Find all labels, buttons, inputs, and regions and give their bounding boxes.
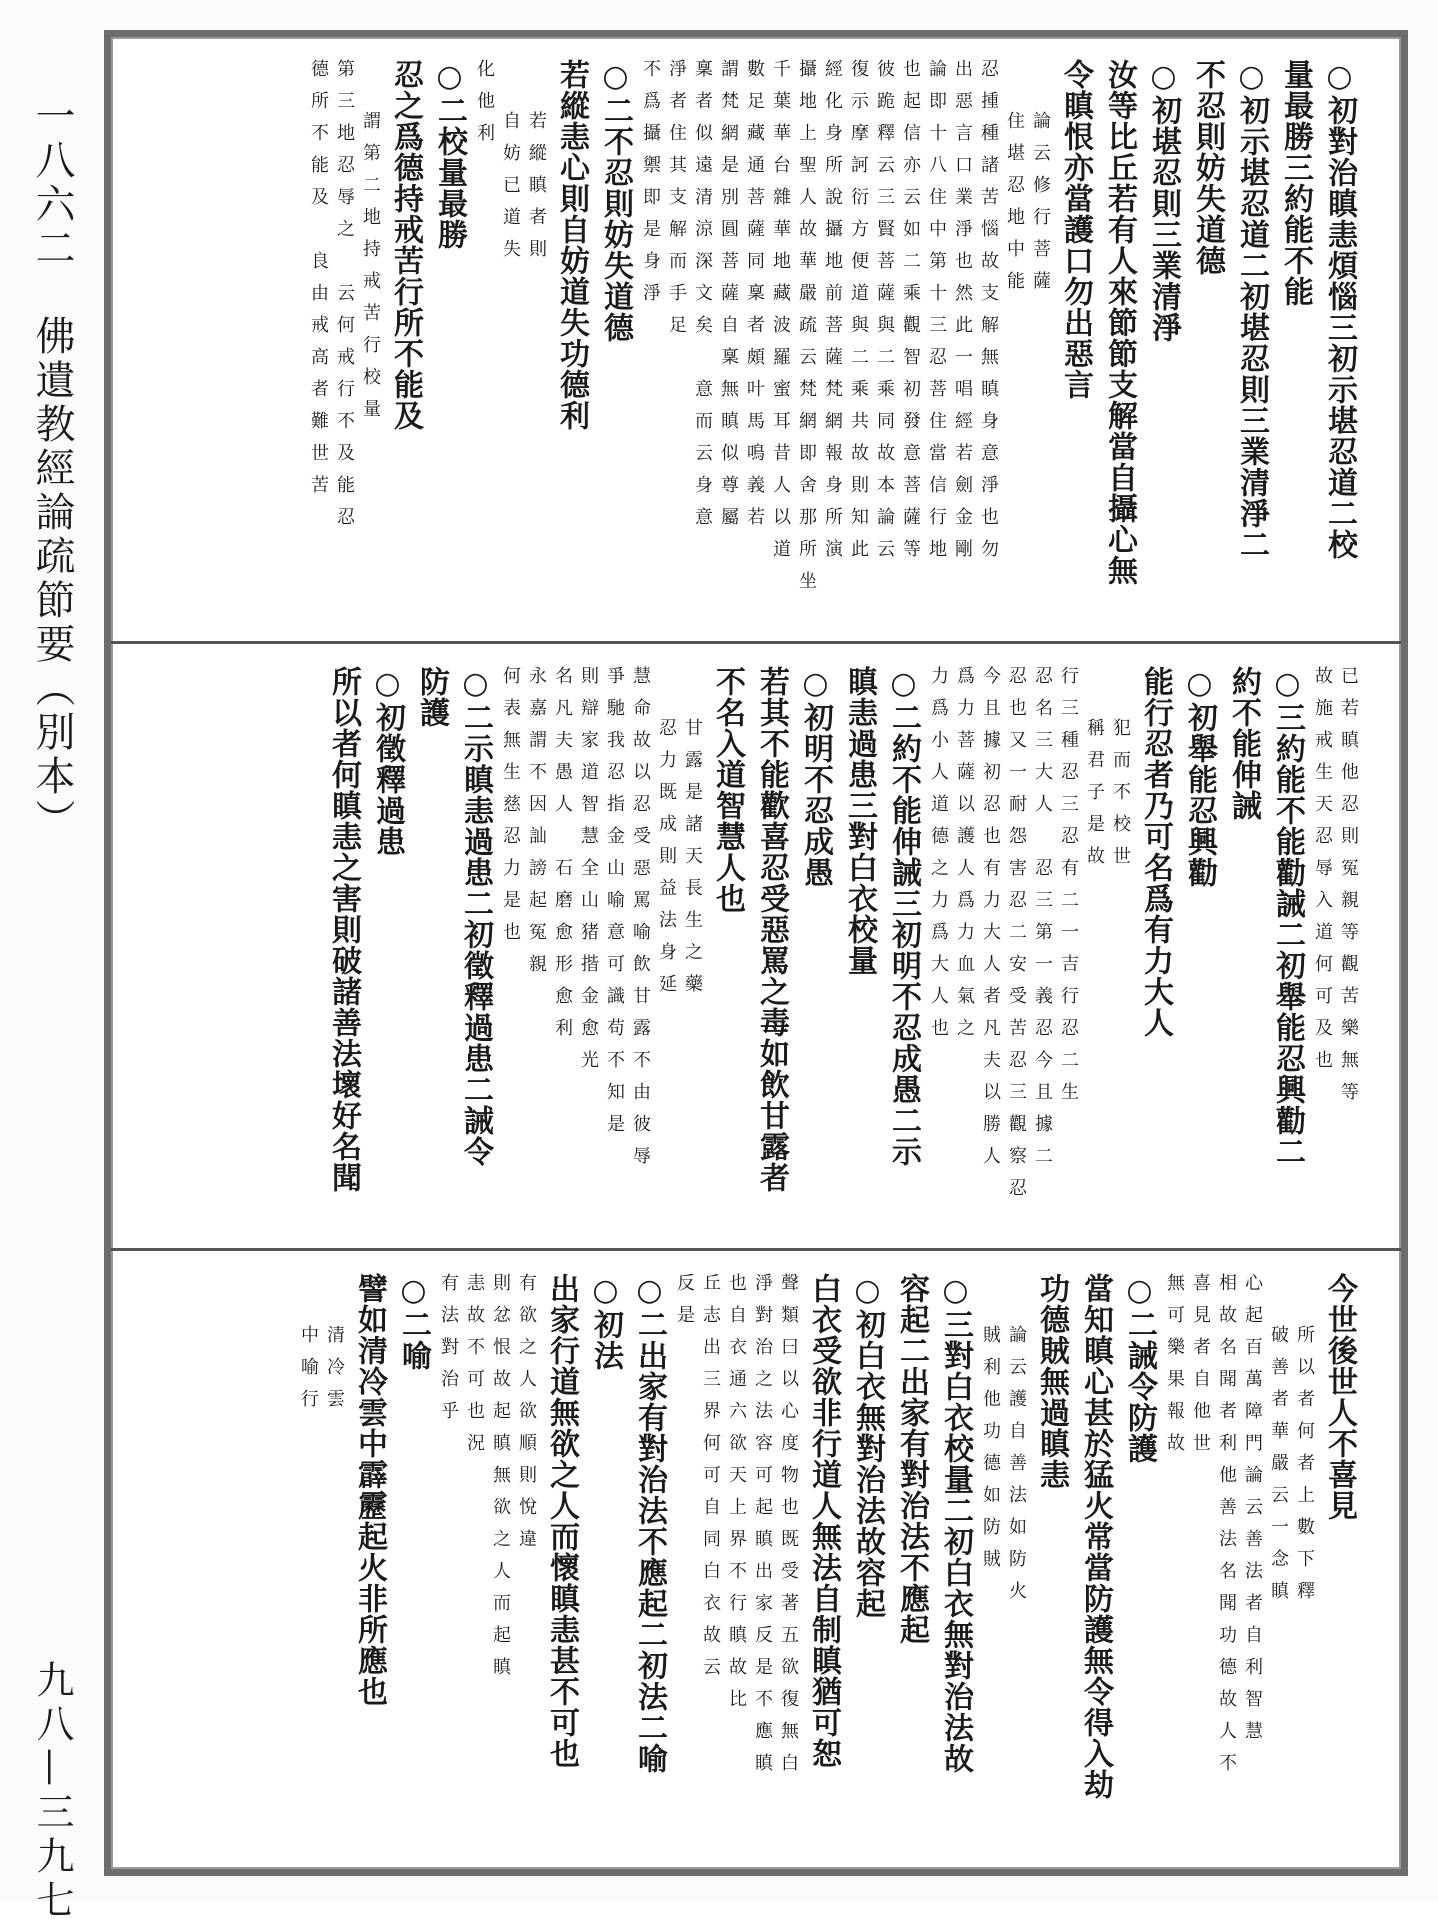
commentary-column: 住堪忍地中能 xyxy=(1004,111,1025,303)
text-panel-middle xyxy=(111,644,1401,1248)
commentary-column: 忍力既成則益法身延 xyxy=(656,718,677,1006)
commentary-column: 心起百萬障門論云善法者自利智慧 xyxy=(1242,1273,1263,1753)
commentary-column: 彼跪釋云三賢菩薩與二乘同故本論云 xyxy=(874,59,895,571)
commentary-column: 犯而不校世 xyxy=(1110,718,1131,878)
main-text-column: 汝等比丘若有人來節節支解當自攝心無 xyxy=(1102,59,1137,586)
commentary-column: 謂梵網是別圓菩薩自稟無瞋似尊屬 xyxy=(718,59,739,539)
commentary-column: 有法對治乎 xyxy=(438,1273,459,1433)
main-text-column: 不忍則妨失道德 xyxy=(1190,59,1225,276)
page-frame xyxy=(104,30,1408,1876)
main-text-column: 所以者何瞋恚之害則破諸善法壞好名聞 xyxy=(326,666,361,1193)
commentary-column: 謂第二地持戒苦行校量 xyxy=(360,111,381,431)
main-text-column: ○初舉能忍興勸 xyxy=(1182,666,1217,888)
commentary-column: 何表無生慈忍力是也 xyxy=(500,666,521,954)
main-text-column: 若縱恚心則自妨道失功德利 xyxy=(554,59,589,431)
commentary-column: 行三種忍三忍有二一吉行忍二生 xyxy=(1058,666,1079,1114)
main-text-column: 當知瞋心甚於猛火常當防護無令得入劫 xyxy=(1078,1273,1113,1800)
commentary-column: 恚故不可也況 xyxy=(464,1273,485,1465)
main-text-column: ○二喻 xyxy=(396,1273,431,1371)
commentary-column: 甘露是諸天長生之藥 xyxy=(682,718,703,1006)
commentary-column: 若縱瞋者則 xyxy=(526,111,547,271)
main-text-column: 出家行道無欲之人而懷瞋恚甚不可也 xyxy=(544,1273,579,1769)
commentary-column: 自妨已道失 xyxy=(500,111,521,271)
main-text-column: 防護 xyxy=(414,666,449,728)
commentary-column: 無可樂果報故 xyxy=(1164,1273,1185,1465)
commentary-column: 復示摩訶衍方便道與二乘共故則知此 xyxy=(848,59,869,571)
commentary-column: 忍名三大人 忍三第一義忍今且據二 xyxy=(1032,666,1053,1178)
commentary-column: 力爲小人道德之力爲大人也 xyxy=(928,666,949,1050)
commentary-column: 中喻行 xyxy=(298,1325,319,1421)
text-panel-top xyxy=(111,37,1401,641)
text-panel-bottom xyxy=(111,1251,1401,1855)
main-text-column: 白衣受欲非行道人無法自制瞋猶可恕 xyxy=(806,1273,841,1769)
running-title: 一八六二 佛遺教經論疏節要（別本） xyxy=(29,95,75,843)
main-text-column: ○二示瞋恚過患二初徵釋過患二誡令 xyxy=(458,666,493,1167)
main-text-column: 譬如清冷雲中霹靂起火非所應也 xyxy=(352,1273,387,1707)
main-text-column: ○二出家有對治法不應起二初法二喻 xyxy=(632,1273,667,1774)
commentary-column: 數足藏通菩薩同稟者頗叶馬鳴義若 xyxy=(744,59,765,539)
commentary-column: 故施戒生天忍辱入道何可及也 xyxy=(1312,666,1333,1082)
main-text-column: ○初法 xyxy=(588,1273,623,1371)
main-text-column: ○二約不能伸誡三初明不忍成愚二示 xyxy=(886,666,921,1167)
main-text-column: 約不能伸誡 xyxy=(1226,666,1261,821)
commentary-column: 淨對治之法容可起瞋出家反是不應瞋 xyxy=(752,1273,773,1785)
commentary-column: 論云護自善法如防火 xyxy=(1006,1325,1027,1613)
commentary-column: 淨者住其支解而手足 xyxy=(666,59,687,347)
commentary-column: 則忿恨故起瞋無欲之人而起瞋 xyxy=(490,1273,511,1689)
commentary-column: 聲類曰以心度物也既受著五欲復無白 xyxy=(778,1273,799,1785)
main-text-column: 今世後世人不喜見 xyxy=(1322,1273,1357,1521)
commentary-column: 所以者何者上數下釋 xyxy=(1294,1325,1315,1613)
main-text-column: ○初對治瞋恚煩惱三初示堪忍道二校 xyxy=(1322,59,1357,560)
commentary-column: 喜見者自他世 xyxy=(1190,1273,1211,1465)
commentary-column: 忍揰種諸苦惱故支解無瞋身意淨也勿 xyxy=(978,59,999,571)
commentary-column: 相故名聞者利他善法名聞功德故人不 xyxy=(1216,1273,1237,1785)
commentary-column: 丘志出三界何可自同白衣故云 xyxy=(700,1273,721,1689)
page-number: 九八—三九七 xyxy=(30,1660,74,1924)
main-text-column: 量最勝三約能不能 xyxy=(1278,59,1313,307)
commentary-column: 忍也又一耐怨害忍二安受苦忍三觀察忍 xyxy=(1006,666,1027,1210)
commentary-column: 慧命故以忍受惡罵喻飲甘露不由彼辱 xyxy=(630,666,651,1178)
commentary-column: 永嘉謂不因訕謗起冤親 xyxy=(526,666,547,986)
main-text-column: ○初徵釋過患 xyxy=(370,666,405,857)
commentary-column: 破善者華嚴云一念瞋 xyxy=(1268,1325,1289,1613)
commentary-column: 稱君子是故 xyxy=(1084,718,1105,878)
commentary-column: 攝地上聖人故華嚴疏云梵網即舍那所坐 xyxy=(796,59,817,603)
main-text-column: 功德賊無過瞋恚 xyxy=(1034,1273,1069,1490)
main-text-column: ○三約能不能勸誡二初舉能忍興勸二 xyxy=(1270,666,1305,1167)
commentary-column: 第三地忍辱之 云何戒行不及能忍 xyxy=(334,59,355,539)
main-text-column: ○二校量最勝 xyxy=(432,59,467,250)
commentary-column: 今且據初忍也有力大人者凡夫以勝人 xyxy=(980,666,1001,1178)
main-text-column: ○二誡令防護 xyxy=(1122,1273,1157,1464)
main-text-column: ○三對白衣校量二初白衣無對治法故 xyxy=(938,1273,973,1774)
main-text-column: 能行忍者乃可名爲有力大人 xyxy=(1138,666,1173,1038)
commentary-column: 千葉華台雜華地藏波羅蜜耳昔人以道 xyxy=(770,59,791,571)
commentary-column: 經化身所說攝地前菩薩梵網報身所演 xyxy=(822,59,843,571)
commentary-column: 爭馳我忍指金山喻意可識苟不知是 xyxy=(604,666,625,1146)
main-text-column: 忍之爲德持戒苦行所不能及 xyxy=(388,59,423,431)
main-text-column: 不名入道智慧人也 xyxy=(710,666,745,914)
commentary-column: 則辯家道智慧全山猪揩金愈光 xyxy=(578,666,599,1082)
commentary-column: 賊利他功德如防賊 xyxy=(980,1325,1001,1581)
commentary-column: 出惡言口業淨也然此一唱經若劍金剛 xyxy=(952,59,973,571)
commentary-column: 不爲攝禦即是身淨 xyxy=(640,59,661,315)
commentary-column: 反是 xyxy=(674,1273,695,1337)
main-text-column: ○初白衣無對治法故容起 xyxy=(850,1273,885,1619)
main-text-column: 令瞋恨亦當護口勿出惡言 xyxy=(1058,59,1093,400)
main-text-column: 若其不能歡喜忍受惡罵之毒如飲甘露者 xyxy=(754,666,789,1193)
commentary-column: 已若瞋他忍則冤親等觀苦樂無等 xyxy=(1338,666,1359,1114)
commentary-column: 名凡夫愚人 石磨愈形愈利 xyxy=(552,666,573,1050)
commentary-column: 也自衣通六欲天上界不行瞋故比 xyxy=(726,1273,747,1721)
commentary-column: 稟者似遠清涼深文矣 意而云身意 xyxy=(692,59,713,539)
main-text-column: ○初示堪忍道二初堪忍則三業清淨二 xyxy=(1234,59,1269,560)
commentary-column: 清冷雲 xyxy=(324,1325,345,1421)
main-text-column: ○二不忍則妨失道德 xyxy=(598,59,633,343)
commentary-column: 論云修行菩薩 xyxy=(1030,111,1051,303)
main-text-column: ○初堪忍則三業清淨 xyxy=(1146,59,1181,343)
main-text-column: 瞋恚過患三對白衣校量 xyxy=(842,666,877,976)
commentary-column: 德所不能及 良由戒高者難世苦 xyxy=(308,59,329,507)
commentary-column: 也起信亦云如二乘觀智初發意菩薩等 xyxy=(900,59,921,571)
commentary-column: 爲力菩薩以護人爲力血氣之 xyxy=(954,666,975,1050)
commentary-column: 化他利 xyxy=(474,59,495,155)
main-text-column: 容起二出家有對治法不應起 xyxy=(894,1273,929,1645)
commentary-column: 論即十八住中第十三忍菩住當信行地 xyxy=(926,59,947,571)
commentary-column: 有欲之人欲順則悅違 xyxy=(516,1273,537,1561)
main-text-column: ○初明不忍成愚 xyxy=(798,666,833,888)
